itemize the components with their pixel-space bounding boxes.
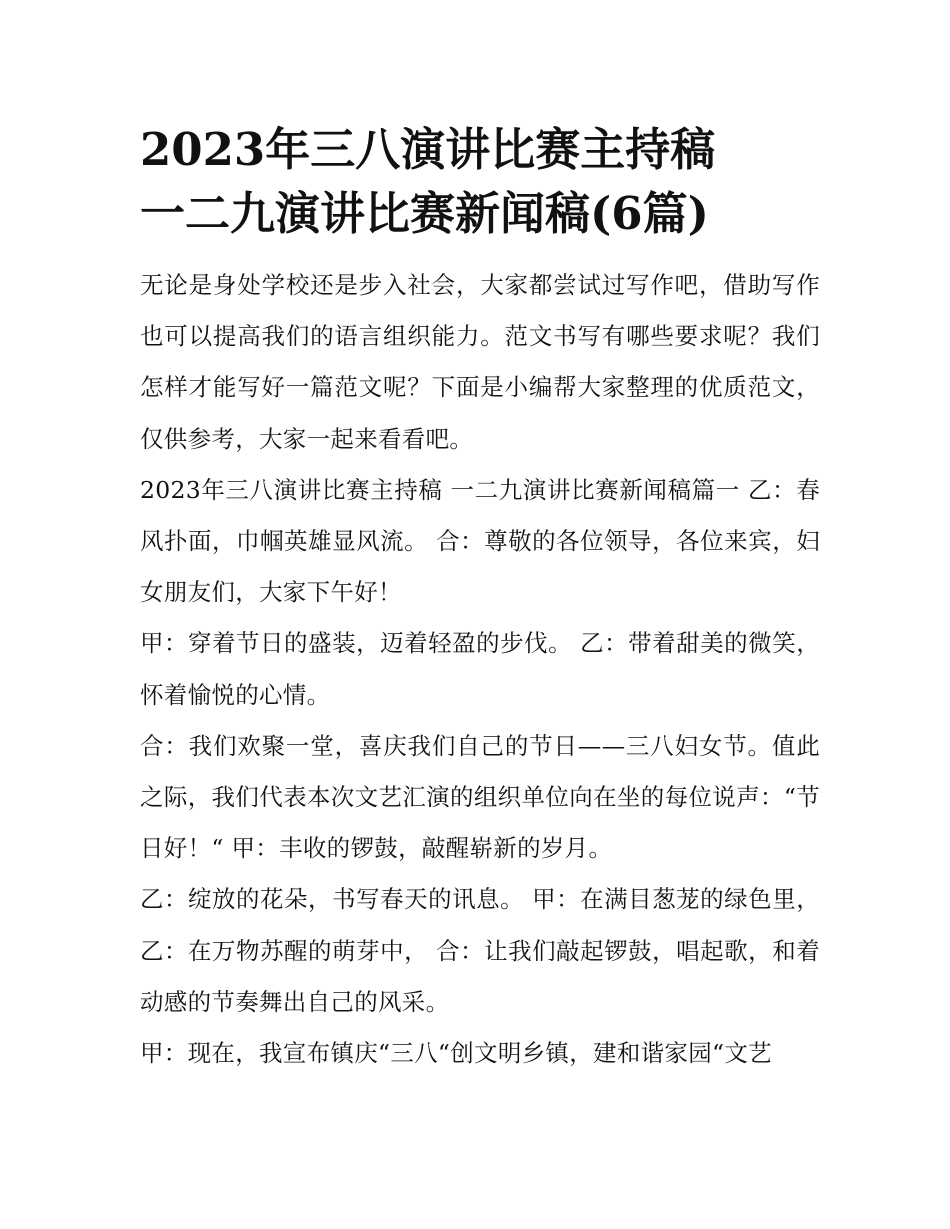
body-paragraph: 乙：绽放的花朵，书写春天的讯息。 甲：在满目葱茏的绿色里， 乙：在万物苏醒的萌芽中， 合：让我们敲起锣鼓，唱起歌，和着动感的节奏舞出自己的风采。 (140, 885, 820, 1016)
document-title (140, 118, 820, 246)
body-paragraph: 甲：穿着节日的盛装，迈着轻盈的步伐。 乙：带着甜美的微笑，怀着愉悦的心情。 (140, 629, 820, 709)
title-line-1: 2023年三八演讲比赛主持稿 (140, 123, 716, 176)
intro-paragraph: 无论是身处学校还是步入社会，大家都尝试过写作吧，借助写作也可以提高我们的语言组织能力。范文书写有哪些要求呢？我们怎样才能写好一篇范文呢？下面是小编帮大家整理的优质范文，仅供参考，大家一起来看看吧。 (140, 271, 820, 453)
document-content (140, 118, 820, 1079)
title-line-2: 一二九演讲比赛新闻稿(6篇) (140, 187, 709, 240)
body-paragraph: 甲：现在，我宣布镇庆“三八“创文明乡镇，建和谐家园“文艺 (140, 1039, 772, 1068)
body-paragraph: 2023年三八演讲比赛主持稿 一二九演讲比赛新闻稿篇一 乙：春风扑面，巾帼英雄显风流。 合：尊敬的各位领导，各位来宾，妇女朋友们，大家下午好！ (140, 475, 820, 607)
body-paragraph: 合：我们欢聚一堂，喜庆我们自己的节日——三八妇女节。值此之际，我们代表本次文艺汇演的组织单位向在坐的每位说声：“节日好！“ 甲：丰收的锣鼓，敲醒崭新的岁月。 (140, 731, 820, 863)
